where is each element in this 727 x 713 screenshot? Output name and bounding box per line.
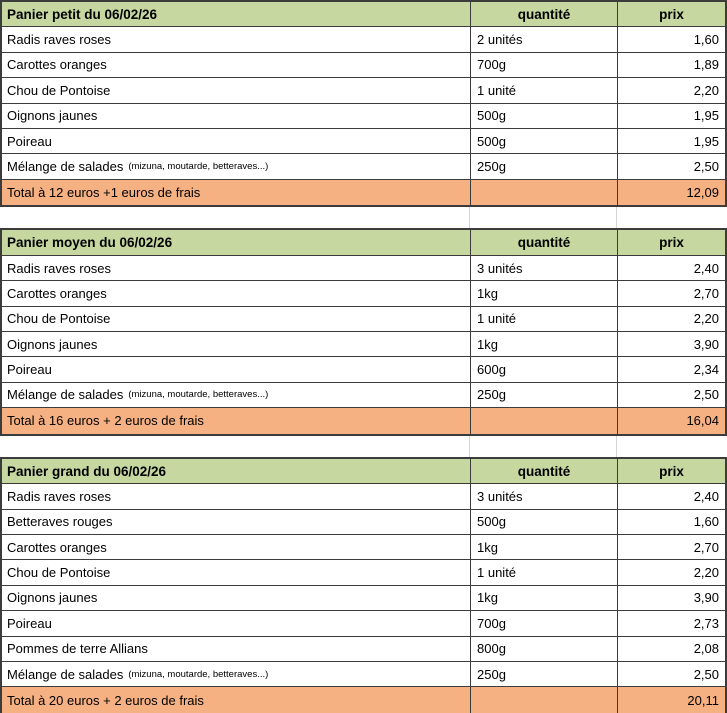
item-name-label: Mélange de salades — [7, 387, 124, 403]
total-row — [2, 687, 725, 712]
item-name-label: Poireau — [7, 133, 52, 149]
item-quantity-cell[interactable]: 3 unités — [470, 484, 617, 508]
item-row — [2, 53, 725, 78]
item-name-label: Chou de Pontoise — [7, 82, 111, 98]
item-name-cell[interactable] — [2, 129, 470, 153]
item-price-cell[interactable]: 2,40 — [617, 484, 725, 508]
item-quantity-cell[interactable]: 600g — [470, 357, 617, 381]
item-price-cell[interactable]: 1,95 — [617, 129, 725, 153]
total-row — [2, 180, 725, 205]
item-price-cell[interactable]: 2,50 — [617, 662, 725, 686]
total-price-cell[interactable]: 12,09 — [617, 180, 725, 205]
item-quantity-cell[interactable]: 800g — [470, 637, 617, 661]
item-quantity-cell[interactable]: 500g — [470, 129, 617, 153]
item-price-cell[interactable]: 1,95 — [617, 104, 725, 128]
item-quantity-cell[interactable]: 1kg — [470, 281, 617, 305]
item-name-label: Radis raves roses — [7, 32, 112, 48]
item-quantity-cell[interactable]: 500g — [470, 510, 617, 534]
item-quantity-cell[interactable]: 700g — [470, 53, 617, 77]
item-row — [2, 281, 725, 306]
spacer-row — [0, 436, 727, 457]
column-gridline — [469, 436, 470, 457]
item-row — [2, 637, 725, 662]
item-name-cell[interactable] — [2, 637, 470, 661]
total-row — [2, 408, 725, 433]
item-quantity-cell[interactable]: 1kg — [470, 332, 617, 356]
item-name-label: Oignons jaunes — [7, 108, 98, 124]
item-name-cell[interactable] — [2, 611, 470, 635]
item-price-cell[interactable]: 2,70 — [617, 535, 725, 559]
item-name-cell[interactable] — [2, 662, 470, 686]
item-quantity-cell[interactable]: 1kg — [470, 535, 617, 559]
item-name-label: Pommes de terre Allians — [7, 641, 148, 657]
total-label-cell[interactable]: Total à 12 euros +1 euros de frais — [7, 184, 201, 200]
item-row — [2, 586, 725, 611]
col-header-price[interactable]: prix — [617, 459, 725, 483]
item-row — [2, 510, 725, 535]
item-name-label: Radis raves roses — [7, 260, 112, 276]
total-quantity-cell[interactable] — [470, 180, 617, 205]
item-name-cell[interactable] — [2, 586, 470, 610]
basket-table — [0, 0, 727, 207]
col-header-quantity[interactable]: quantité — [470, 459, 617, 483]
item-price-cell[interactable]: 1,89 — [617, 53, 725, 77]
item-row — [2, 383, 725, 408]
item-row — [2, 357, 725, 382]
item-quantity-cell[interactable]: 250g — [470, 383, 617, 407]
item-name-label: Mélange de salades — [7, 666, 124, 682]
spacer-row — [0, 207, 727, 228]
item-name-label: Mélange de salades — [7, 159, 124, 175]
item-name-label: Carottes oranges — [7, 285, 107, 301]
item-price-cell[interactable]: 1,60 — [617, 27, 725, 51]
item-name-label: Chou de Pontoise — [7, 311, 111, 327]
item-note: (mizuna, moutarde, betteraves...) — [128, 161, 269, 173]
item-name-cell[interactable] — [2, 332, 470, 356]
item-name-cell[interactable] — [2, 154, 470, 178]
item-name-cell[interactable] — [2, 357, 470, 381]
total-quantity-cell[interactable] — [470, 408, 617, 433]
item-price-cell[interactable]: 2,34 — [617, 357, 725, 381]
item-note: (mizuna, moutarde, betteraves...) — [128, 668, 269, 680]
table-title-cell[interactable]: Panier grand du 06/02/26 — [7, 463, 167, 479]
item-name-label: Chou de Pontoise — [7, 565, 111, 581]
item-quantity-cell[interactable]: 700g — [470, 611, 617, 635]
item-name-cell[interactable] — [2, 78, 470, 102]
item-price-cell[interactable]: 2,50 — [617, 154, 725, 178]
item-row — [2, 611, 725, 636]
item-price-cell[interactable]: 2,40 — [617, 256, 725, 280]
item-row — [2, 484, 725, 509]
item-name-cell[interactable] — [2, 53, 470, 77]
item-name-label: Radis raves roses — [7, 488, 112, 504]
col-header-quantity[interactable]: quantité — [470, 230, 617, 254]
item-name-label: Oignons jaunes — [7, 590, 98, 606]
item-quantity-cell[interactable]: 500g — [470, 104, 617, 128]
item-price-cell[interactable]: 2,73 — [617, 611, 725, 635]
item-price-cell[interactable]: 3,90 — [617, 332, 725, 356]
item-name-cell[interactable] — [2, 510, 470, 534]
col-header-quantity[interactable]: quantité — [470, 2, 617, 26]
total-label-cell[interactable]: Total à 16 euros + 2 euros de frais — [7, 413, 204, 429]
item-quantity-cell[interactable]: 3 unités — [470, 256, 617, 280]
item-quantity-cell[interactable]: 1 unité — [470, 78, 617, 102]
item-price-cell[interactable]: 1,60 — [617, 510, 725, 534]
item-name-cell[interactable] — [2, 535, 470, 559]
item-name-cell[interactable] — [2, 307, 470, 331]
item-name-cell[interactable] — [2, 383, 470, 407]
item-name-cell[interactable] — [2, 484, 470, 508]
item-row — [2, 78, 725, 103]
table-header-row — [2, 2, 725, 27]
table-header-row — [2, 459, 725, 484]
item-row — [2, 129, 725, 154]
total-price-cell[interactable]: 20,11 — [617, 687, 725, 712]
item-row — [2, 535, 725, 560]
table-title-cell[interactable]: Panier petit du 06/02/26 — [7, 6, 158, 22]
basket-table — [0, 457, 727, 713]
item-price-cell[interactable]: 2,70 — [617, 281, 725, 305]
item-name-label: Carottes oranges — [7, 57, 107, 73]
item-price-cell[interactable]: 2,20 — [617, 78, 725, 102]
item-row — [2, 104, 725, 129]
col-header-price[interactable]: prix — [617, 2, 725, 26]
item-row — [2, 662, 725, 687]
item-price-cell[interactable]: 2,20 — [617, 560, 725, 584]
item-name-label: Oignons jaunes — [7, 336, 98, 352]
item-quantity-cell[interactable]: 2 unités — [470, 27, 617, 51]
item-name-cell[interactable] — [2, 256, 470, 280]
total-quantity-cell[interactable] — [470, 687, 617, 712]
item-name-label: Poireau — [7, 362, 52, 378]
column-gridline — [616, 436, 617, 457]
table-header-row — [2, 230, 725, 255]
item-row — [2, 27, 725, 52]
column-gridline — [469, 207, 470, 228]
item-price-cell[interactable]: 2,08 — [617, 637, 725, 661]
item-name-label: Carottes oranges — [7, 539, 107, 555]
item-quantity-cell[interactable]: 1kg — [470, 586, 617, 610]
item-name-cell[interactable] — [2, 104, 470, 128]
item-quantity-cell[interactable]: 250g — [470, 154, 617, 178]
item-quantity-cell[interactable]: 250g — [470, 662, 617, 686]
item-price-cell[interactable]: 2,50 — [617, 383, 725, 407]
item-row — [2, 154, 725, 179]
item-row — [2, 560, 725, 585]
item-price-cell[interactable]: 3,90 — [617, 586, 725, 610]
item-quantity-cell[interactable]: 1 unité — [470, 560, 617, 584]
col-header-price[interactable]: prix — [617, 230, 725, 254]
total-label-cell[interactable]: Total à 20 euros + 2 euros de frais — [7, 692, 204, 708]
item-name-cell[interactable] — [2, 27, 470, 51]
item-name-label: Betteraves rouges — [7, 514, 113, 530]
item-name-cell[interactable] — [2, 560, 470, 584]
item-note: (mizuna, moutarde, betteraves...) — [128, 389, 269, 401]
item-quantity-cell[interactable]: 1 unité — [470, 307, 617, 331]
item-name-cell[interactable] — [2, 281, 470, 305]
item-row — [2, 307, 725, 332]
item-name-label: Poireau — [7, 615, 52, 631]
item-row — [2, 332, 725, 357]
basket-table — [0, 228, 727, 435]
total-price-cell[interactable]: 16,04 — [617, 408, 725, 433]
column-gridline — [616, 207, 617, 228]
item-price-cell[interactable]: 2,20 — [617, 307, 725, 331]
item-row — [2, 256, 725, 281]
table-title-cell[interactable]: Panier moyen du 06/02/26 — [7, 235, 173, 251]
